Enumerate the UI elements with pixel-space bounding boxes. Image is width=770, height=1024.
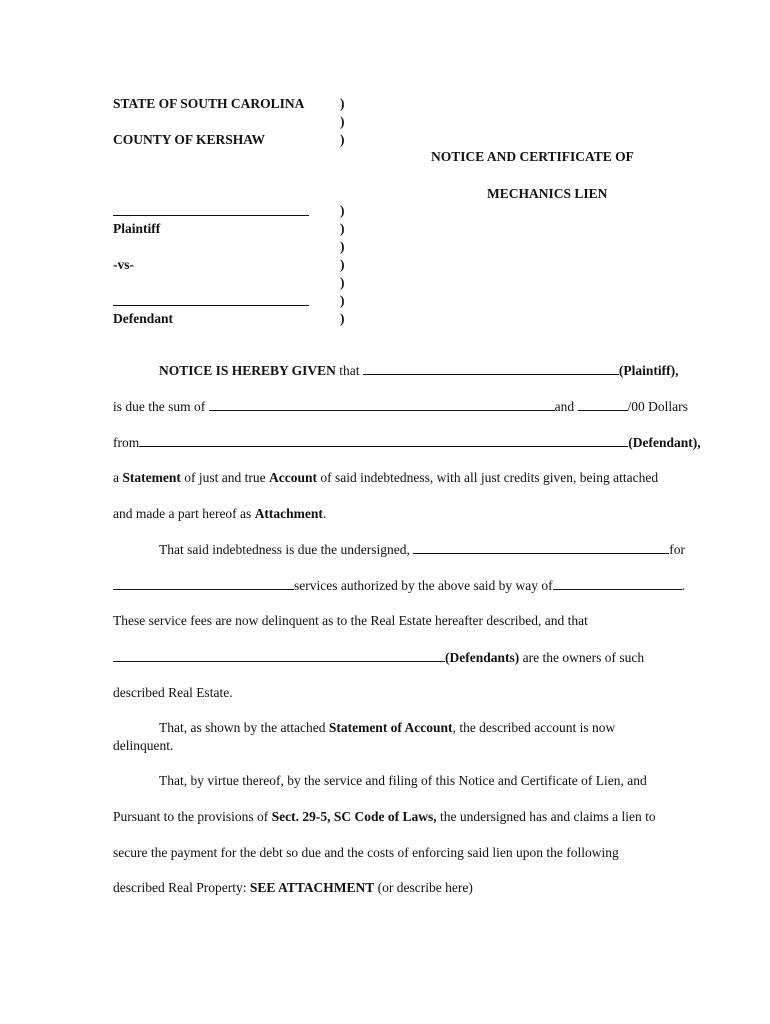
virtue-line: That, by virtue thereof, by the service and filing of this Notice and Certificate of Lien, and — [159, 773, 647, 788]
defendants-names-blank[interactable] — [113, 649, 445, 662]
statement-of-account-line: That, as shown by the attached Statement of Account, the described account is now — [159, 720, 616, 735]
county-heading: COUNTY OF KERSHAW — [113, 132, 266, 147]
secure-payment-line: secure the payment for the debt so due and the costs of enforcing said lien upon the following — [113, 845, 619, 860]
real-property-line: described Real Property: SEE ATTACHMENT (or describe here) — [113, 880, 473, 895]
by-way-of-blank[interactable] — [553, 577, 682, 590]
caption-paren: ) — [340, 96, 345, 111]
caption-paren: ) — [340, 221, 345, 236]
attachment-line: and made a part hereof as Attachment. — [113, 506, 327, 521]
plaintiff-name-blank[interactable] — [363, 362, 619, 375]
caption-paren: ) — [340, 293, 345, 308]
defendant-signature-line[interactable] — [113, 305, 309, 306]
undersigned-blank[interactable] — [413, 541, 669, 554]
state-heading: STATE OF SOUTH CAROLINA — [113, 96, 305, 111]
defendant-name-blank[interactable] — [139, 434, 628, 447]
services-blank[interactable] — [113, 577, 294, 590]
notice-paragraph: NOTICE IS HEREBY GIVEN that (Plaintiff), — [159, 363, 679, 378]
caption-paren: ) — [340, 203, 345, 218]
sum-line: is due the sum of and /00 Dollars — [113, 399, 688, 414]
caption-paren: ) — [340, 132, 345, 147]
sum-amount-blank[interactable] — [209, 398, 555, 411]
statement-line: a Statement of just and true Account of said indebtedness, with all just credits given, being attached — [113, 470, 659, 485]
caption-paren: ) — [340, 311, 345, 326]
caption-paren: ) — [340, 239, 345, 254]
document-title-line2: MECHANICS LIEN — [487, 186, 608, 201]
services-line: services authorized by the above said by way of . — [113, 577, 685, 594]
vs-label: -vs- — [113, 257, 134, 272]
cents-blank[interactable] — [578, 398, 628, 411]
plaintiff-label: Plaintiff — [113, 221, 161, 236]
delinquent-line: These service fees are now delinquent as to the Real Estate hereafter described, and that — [113, 613, 588, 628]
indebtedness-line: That said indebtedness is due the undersigned, for — [159, 542, 685, 557]
from-line: from (Defendant), — [113, 435, 701, 450]
caption-paren: ) — [340, 257, 345, 272]
document-title-line1: NOTICE AND CERTIFICATE OF — [431, 149, 634, 164]
defendant-label: Defendant — [113, 311, 173, 326]
owners-line: (Defendants) are the owners of such — [113, 649, 644, 666]
delinquent-word: delinquent. — [113, 738, 174, 753]
plaintiff-signature-line[interactable] — [113, 215, 309, 216]
caption-paren: ) — [340, 114, 345, 129]
real-estate-line: described Real Estate. — [113, 685, 233, 700]
caption-paren: ) — [340, 275, 345, 290]
code-of-laws-line: Pursuant to the provisions of Sect. 29-5, SC Code of Laws, the undersigned has and claims a lien to — [113, 809, 656, 824]
